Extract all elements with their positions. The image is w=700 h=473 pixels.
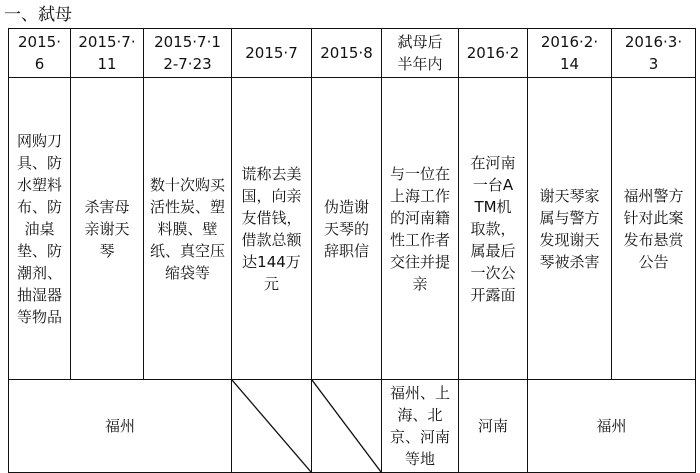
date-row: [9, 29, 696, 78]
date-cell: 2015·6: [9, 29, 71, 78]
event-cell: 在河南一台ATM机取款，属最后一次公开露面: [459, 78, 528, 380]
date-cell: 弑母后半年内: [382, 29, 459, 78]
event-cell: 谢天琴家属与警方发现谢天琴被杀害: [528, 78, 612, 380]
event-cell: 谎称去美国，向亲友借钱，借款总额达144万元: [232, 78, 312, 380]
section-title: 一、弑母: [4, 5, 72, 25]
event-cell: 伪造谢天琴的辞职信: [312, 78, 382, 380]
date-cell: 2015·8: [312, 29, 382, 78]
date-cell: 2016·3·3: [612, 29, 696, 78]
event-cell: 福州警方针对此案发布悬赏公告: [612, 78, 696, 380]
diagonal-slash: [232, 380, 311, 472]
place-cell: 福州: [9, 380, 232, 473]
event-cell: 数十次购买活性炭、塑料膜、壁纸、真空压缩袋等: [144, 78, 232, 380]
date-cell: 2015·7·12-7·23: [144, 29, 232, 78]
event-cell: 网购刀具、防水塑料布、防油桌垫、防潮剂、抽湿器等物品: [9, 78, 71, 380]
date-cell: 2016·2·14: [528, 29, 612, 78]
empty-slashed-cell: [312, 380, 382, 473]
empty-slashed-cell: [232, 380, 312, 473]
place-cell: 福州: [528, 380, 696, 473]
place-cell: 福州、上海、北京、河南等地: [382, 380, 459, 473]
timeline-table: [8, 28, 696, 473]
diagonal-slash: [312, 380, 381, 472]
event-row: [9, 78, 696, 380]
place-row: [9, 380, 696, 473]
date-cell: 2015·7: [232, 29, 312, 78]
event-cell: 与一位在上海工作的河南籍性工作者交往并提亲: [382, 78, 459, 380]
date-cell: 2016·2: [459, 29, 528, 78]
place-cell: 河南: [459, 380, 528, 473]
event-cell: 杀害母亲谢天琴: [71, 78, 144, 380]
date-cell: 2015·7·11: [71, 29, 144, 78]
